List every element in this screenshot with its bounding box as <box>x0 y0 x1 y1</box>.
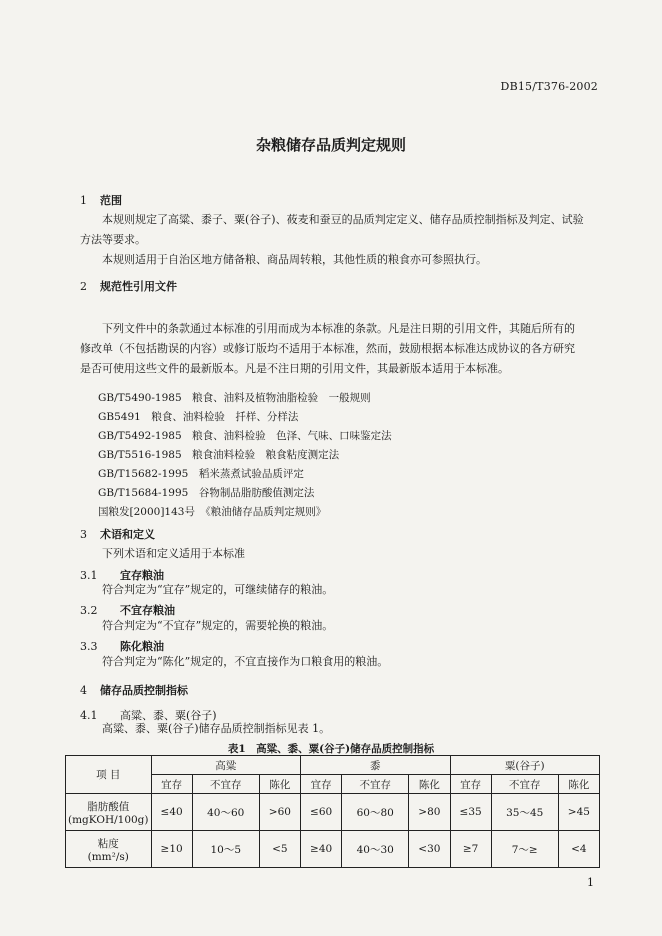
table-cell: 10～5 <box>192 831 259 868</box>
reference-item: GB/T5492-1985 粮食、油料检验 色泽、气味、口味鉴定法 <box>98 430 392 442</box>
table-header-row <box>66 756 600 775</box>
table-cell: 40～30 <box>342 831 409 868</box>
group-header: 黍 <box>301 756 451 775</box>
document-id: DB15/T376-2002 <box>500 80 598 93</box>
sub-header: 陈化 <box>409 775 450 794</box>
table-cell: >80 <box>409 794 450 831</box>
term-definition-3-3: 符合判定为“陈化”规定的，不宜直接作为口粮食用的粮油。 <box>102 655 389 668</box>
table-row <box>66 794 600 831</box>
item-header: 项 目 <box>66 756 152 794</box>
table-cell: >45 <box>558 794 599 831</box>
sub-header: 陈化 <box>259 775 300 794</box>
page-title: 杂粮储存品质判定规则 <box>255 136 406 154</box>
reference-item: GB/T5490-1985 粮食、油料及植物油脂检验 一般规则 <box>98 392 371 404</box>
group-header: 高粱 <box>151 756 301 775</box>
subsection-heading-4-1: 4.1 高粱、黍、粟(谷子) <box>80 709 217 722</box>
storage-quality-table <box>65 755 600 868</box>
sub-header: 陈化 <box>558 775 599 794</box>
table-cell: 7～≥ <box>491 831 558 868</box>
table-cell: 60～80 <box>342 794 409 831</box>
table-cell: <30 <box>409 831 450 868</box>
group-header: 粟(谷子) <box>450 756 600 775</box>
table-cell: ≤40 <box>151 794 192 831</box>
table-cell: ≤60 <box>301 794 342 831</box>
table-cell: ≤35 <box>450 794 491 831</box>
subsection-4-1-text: 高粱、黍、粟(谷子)储存品质控制指标见表 1。 <box>102 722 331 735</box>
sub-header: 宜存 <box>151 775 192 794</box>
section-heading-2: 2 规范性引用文件 <box>80 280 177 293</box>
table-cell: ≥7 <box>450 831 491 868</box>
page-number: 1 <box>587 876 594 889</box>
reference-item: 国粮发[2000]143号 《粮油储存品质判定规则》 <box>98 506 327 518</box>
table-cell: <5 <box>259 831 300 868</box>
reference-item: GB/T15682-1995 稻米蒸煮试验品质评定 <box>98 468 304 480</box>
row-label: 脂肪酸值 (mgKOH/100g) <box>66 794 152 831</box>
section-heading-4: 4 储存品质控制指标 <box>80 684 188 697</box>
section-1-paragraph-1a: 本规则规定了高粱、黍子、粟(谷子)、莜麦和蚕豆的品质判定定义、储存品质控制指标及判定、试验 <box>102 213 584 226</box>
section-1-paragraph-2: 本规则适用于自治区地方储备粮、商品周转粮，其他性质的粮食亦可参照执行。 <box>102 253 487 266</box>
table-cell: ≥40 <box>301 831 342 868</box>
reference-item: GB5491 粮食、油料检验 扦样、分样法 <box>98 411 299 423</box>
reference-item: GB/T5516-1985 粮食油料检验 粮食粘度测定法 <box>98 449 340 461</box>
table-cell: ≥10 <box>151 831 192 868</box>
term-definition-3-1: 符合判定为“宜存”规定的，可继续储存的粮油。 <box>102 583 334 596</box>
reference-item: GB/T15684-1995 谷物制品脂肪酸值测定法 <box>98 487 315 499</box>
table-cell: >60 <box>259 794 300 831</box>
table-cell: 35～45 <box>491 794 558 831</box>
section-2-paragraph-a: 下列文件中的条款通过本标准的引用而成为本标准的条款。凡是注日期的引用文件，其随后所有的 <box>102 322 575 335</box>
sub-header: 宜存 <box>301 775 342 794</box>
section-heading-1: 1 范围 <box>80 194 122 207</box>
sub-header: 不宜存 <box>192 775 259 794</box>
sub-header: 宜存 <box>450 775 491 794</box>
row-label: 粘度 (mm²/s) <box>66 831 152 868</box>
term-heading-3-1: 3.1 宜存粮油 <box>80 569 164 582</box>
term-heading-3-2: 3.2 不宜存粮油 <box>80 604 175 617</box>
table-row <box>66 831 600 868</box>
table-cell: <4 <box>558 831 599 868</box>
table-caption: 表1 高粱、黍、粟(谷子)储存品质控制指标 <box>227 743 435 755</box>
sub-header: 不宜存 <box>491 775 558 794</box>
section-1-paragraph-1b: 方法等要求。 <box>80 233 146 246</box>
term-definition-3-2: 符合判定为“不宜存”规定的，需要轮换的粮油。 <box>102 619 334 632</box>
section-2-paragraph-c: 是否可使用这些文件的最新版本。凡是不注日期的引用文件，其最新版本适用于本标准。 <box>80 362 509 375</box>
term-heading-3-3: 3.3 陈化粮油 <box>80 640 164 653</box>
section-3-intro: 下列术语和定义适用于本标准 <box>102 547 245 560</box>
section-2-paragraph-b: 修改单（不包括勘误的内容）或修订版均不适用于本标准，然而，鼓励根据本标准达成协议的各方研究 <box>80 342 575 355</box>
table-cell: 40～60 <box>192 794 259 831</box>
sub-header: 不宜存 <box>342 775 409 794</box>
section-heading-3: 3 术语和定义 <box>80 528 155 541</box>
